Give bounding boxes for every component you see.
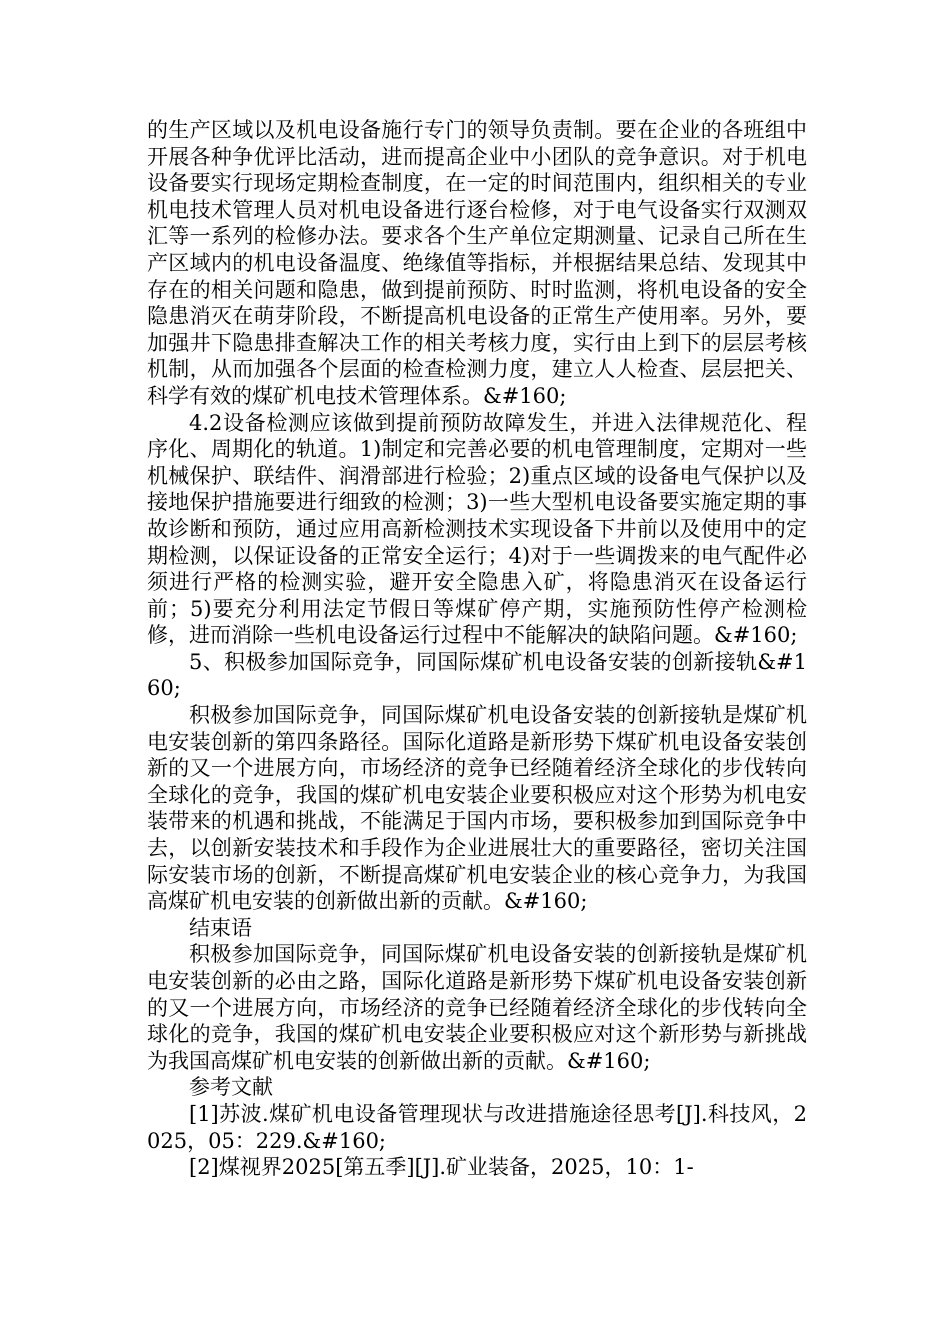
paragraph-international-competition: 积极参加国际竞争，同国际煤矿机电设备安装的创新接轨是煤矿机电安装创新的第四条路径。国际化道路是新形势下煤矿机电设备安装创新的又一个进展方向，市场经济的竞争已经随着经济全球化的步伐转向全球化的竞争，我国的煤矿机电安装企业要积极应对这个形势为机电安装带来的机遇和挑战，不能满足于国内市场，要积极参加到国际竞争中去，以创新安装技术和手段作为企业进展壮大的重要路径，密切关注国际安装市场的创新，不断提高煤矿机电安装企业的核心竞争力，为我国高煤矿机电安装的创新做出新的贡献。&#160; bbox=[147, 703, 807, 914]
heading-conclusion: 结束语 bbox=[189, 915, 252, 940]
heading-section-5: 5、积极参加国际竞争，同国际煤矿机电设备安装的创新接轨&#160; bbox=[147, 649, 807, 701]
paragraph-4-2-equipment-inspection: 4.2设备检测应该做到提前预防故障发生，并进入法律规范化、程序化、周期化的轨道。1)制定和完善必要的机电管理制度，定期对一些机械保护、联结件、润滑部进行检验；2)重点区域的设备电气保护以及接地保护措施要进行细致的检测；3)一些大型机电设备要实施定期的事故诊断和预防，通过应用高新检测技术实现设备下井前以及使用中的定期检测，以保证设备的正常安全运行；4)对于一些调拨来的电气配件必须进行严格的检测实验，避开安全隐患入矿，将隐患消灭在设备运行前；5)要充分利用法定节假日等煤矿停产期，实施预防性停产检测检修，进而消除一些机电设备运行过程中不能解决的缺陷问题。&#160; bbox=[147, 410, 807, 648]
paragraph-management-system: 的生产区域以及机电设备施行专门的领导负责制。要在企业的各班组中开展各种争优评比活动，进而提高企业中小团队的竞争意识。对于机电设备要实行现场定期检查制度，在一定的时间范围内，组织相关的专业机电技术管理人员对机电设备进行逐台检修，对于电气设备实行双测双汇等一系列的检修办法。要求各个生产单位定期测量、记录自己所在生产区域内的机电设备温度、绝缘值等指标，并根据结果总结、发现其中存在的相关问题和隐患，做到提前预防、时时监测，将机电设备的安全隐患消灭在萌芽阶段，不断提高机电设备的正常生产使用率。另外，要加强井下隐患排查解决工作的相关考核力度，实行由上到下的层层考核机制，从而加强各个层面的检查检测力度，建立人人检查、层层把关、科学有效的煤矿机电技术管理体系。&#160; bbox=[147, 118, 807, 408]
heading-references: 参考文献 bbox=[189, 1075, 273, 1100]
reference-item-2: [2]煤视界2025[第五季][J].矿业装备，2025，10：1- bbox=[189, 1155, 694, 1180]
reference-item-1: [1]苏波.煤矿机电设备管理现状与改进措施途径思考[J].科技风，2025，05：229.&#160; bbox=[147, 1101, 807, 1153]
document-body bbox=[147, 117, 807, 1181]
paragraph-conclusion: 积极参加国际竞争，同国际煤矿机电设备安装的创新接轨是煤矿机电安装创新的必由之路，国际化道路是新形势下煤矿机电设备安装创新的又一个进展方向，市场经济的竞争已经随着经济全球化的步伐转向全球化的竞争，我国的煤矿机电安装企业要积极应对这个新形势与新挑战为我国高煤矿机电安装的创新做出新的贡献。&#160; bbox=[147, 942, 807, 1073]
